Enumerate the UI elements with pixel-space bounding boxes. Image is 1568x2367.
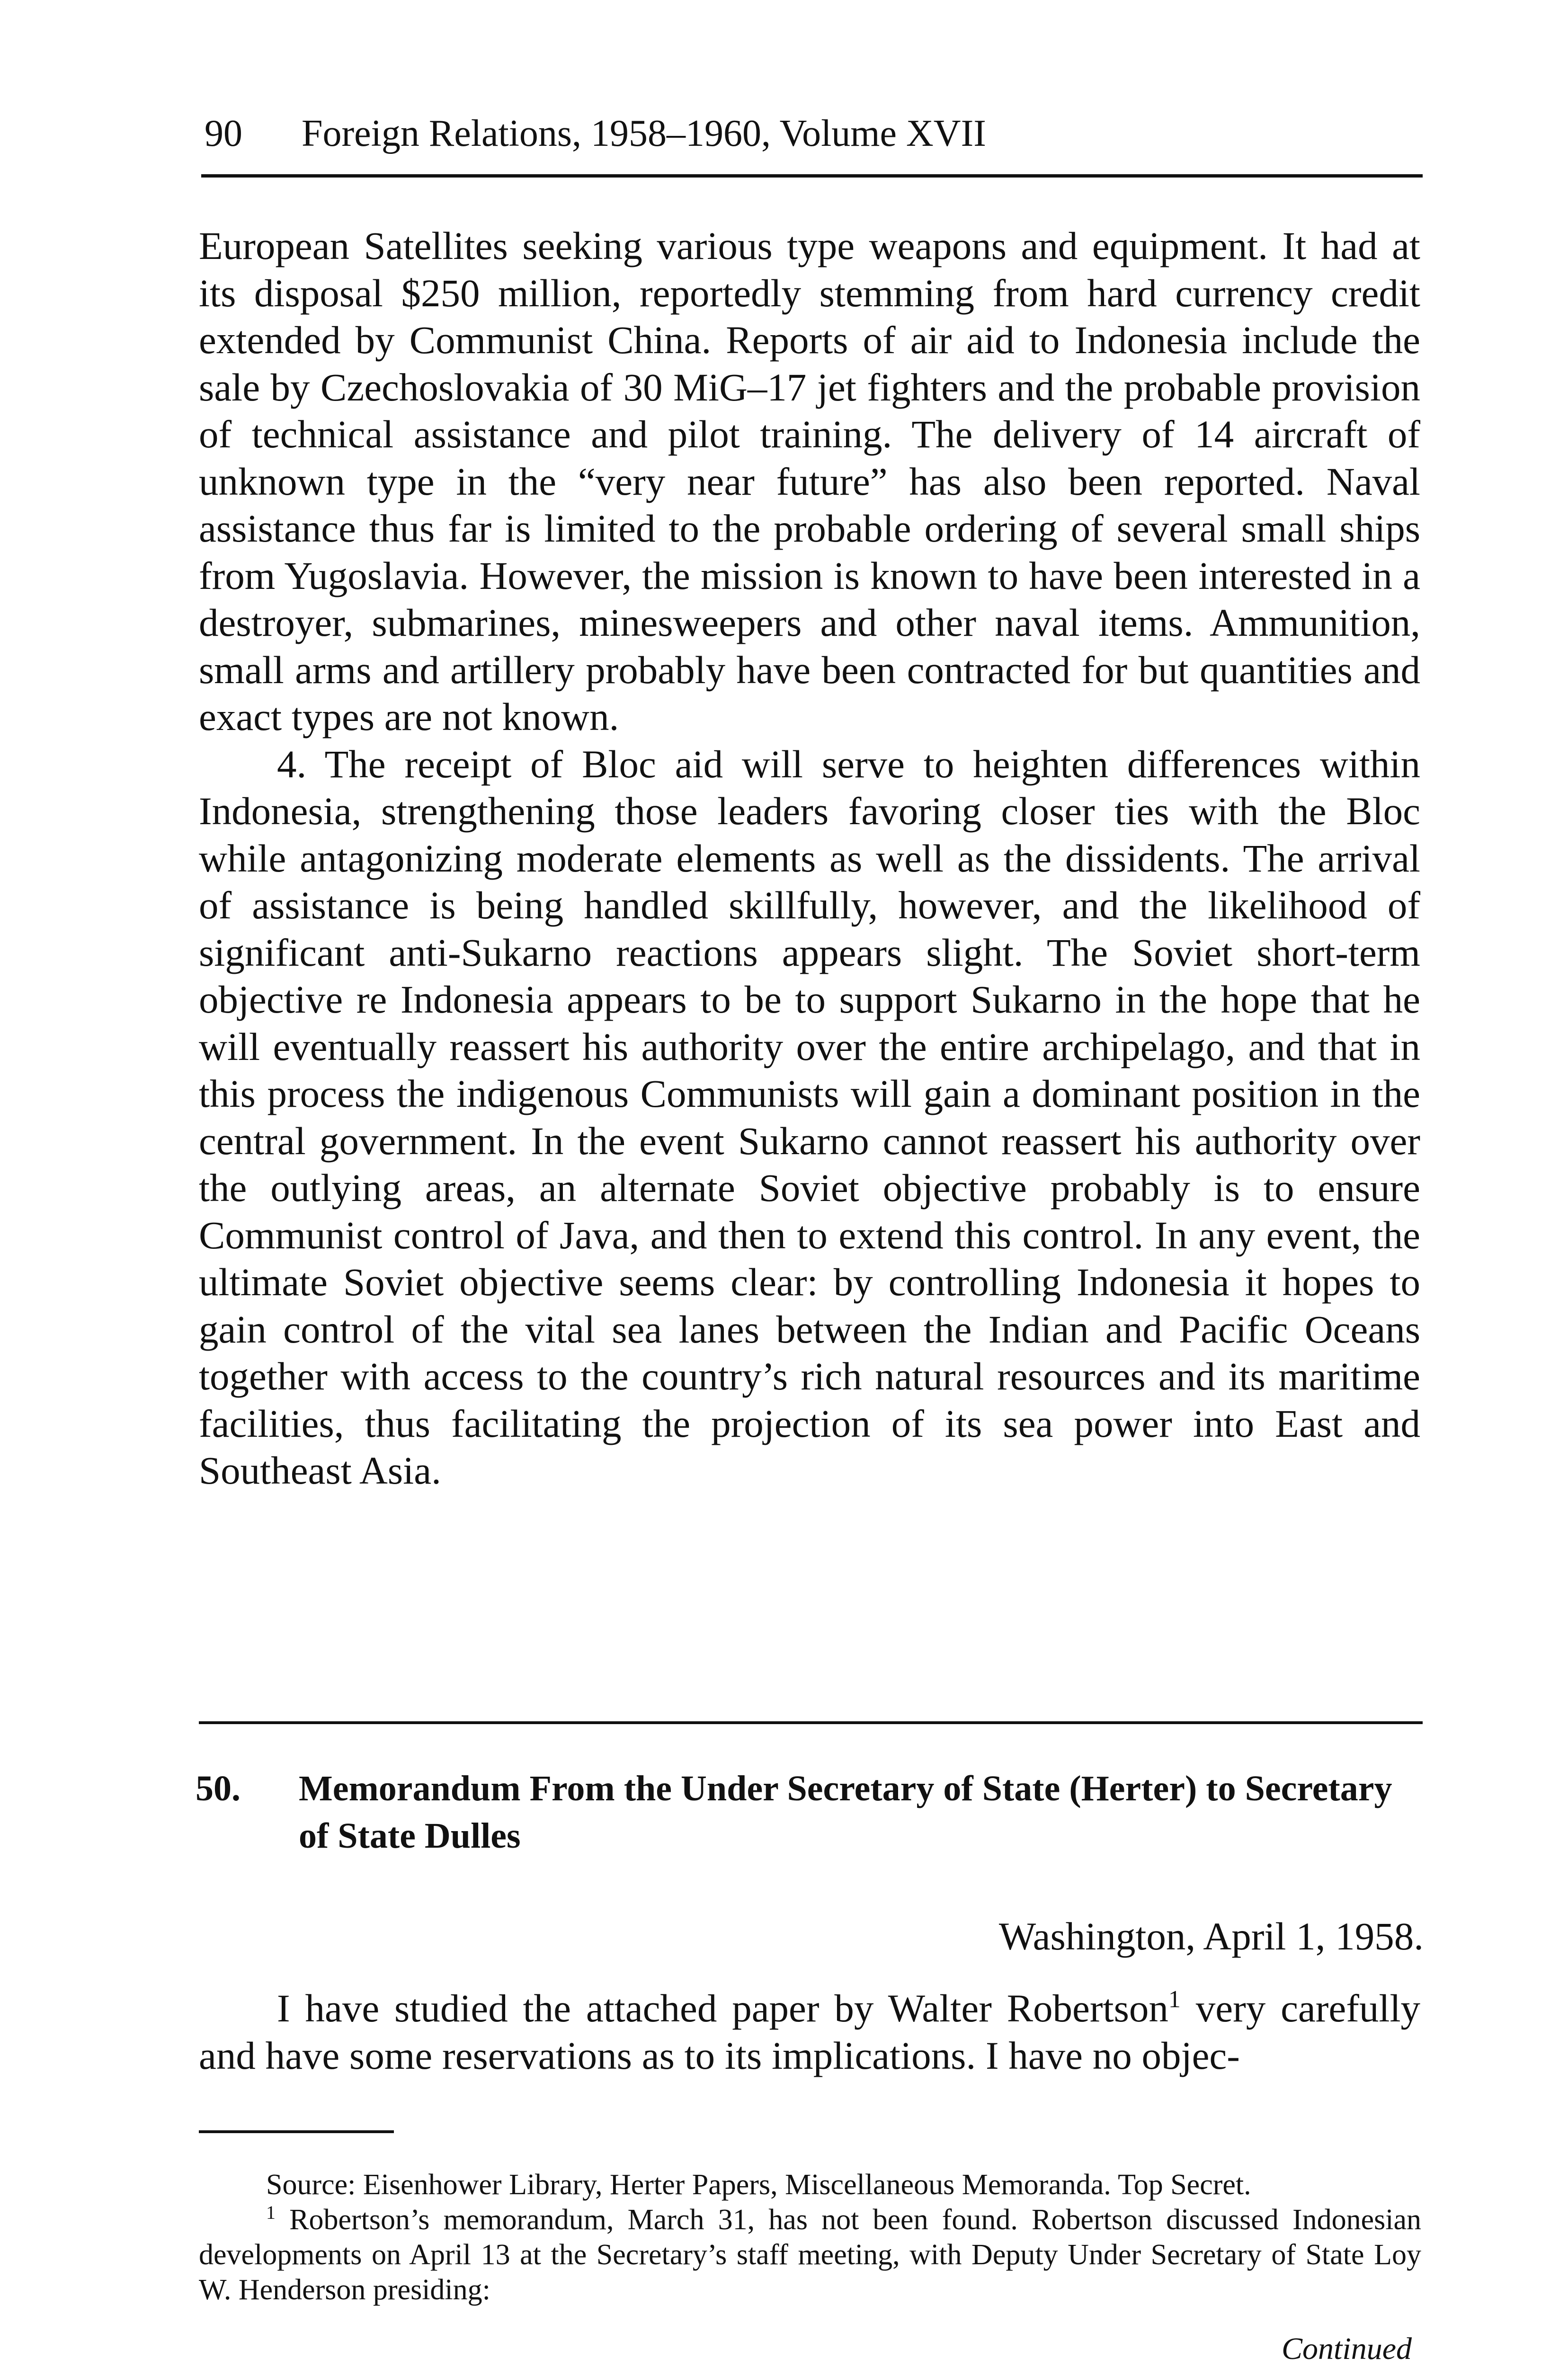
paragraph-4: 4. The receipt of Bloc aid will serve to heighten differences within Indonesia, strengthening those leaders favoring closer ties with the Bloc while antagonizing moderate elements as well as the dissidents. The arrival of assistance is being handled skillfully, however, and the likelihood of significant anti-Sukarno reactions appears slight. The Soviet short-term objective re Indonesia appears to be to support Sukarno in the hope that he will eventually reassert his authority over the entire archipelago, and that in this process the indigenous Communists will gain a dominant position in the central government. In the event Sukarno cannot reassert his authority over the outlying areas, an alternate Soviet objective probably is to ensure Communist control of Java, and then to extend this control. In any event, the ultimate Soviet objective seems clear: by controlling Indonesia it hopes to gain control of the vital sea lanes between the Indian and Pacific Oceans together with access to the country’s rich natural resources and its maritime facilities, thus facilitating the projection of its sea power into East and Southeast Asia. xyxy=(199,742,1420,1492)
dateline: Washington, April 1, 1958. xyxy=(998,1914,1424,1958)
footnote-rule xyxy=(199,2130,394,2133)
document-number: 50. xyxy=(196,1769,241,1808)
document-title: Memorandum From the Under Secretary of State (Herter) to Secretary of State Dulles xyxy=(299,1769,1392,1856)
continued-label: Continued xyxy=(1282,2331,1412,2366)
memo-text-end: very carefully and have some reservations as to its implications. I have no objec- xyxy=(199,1986,1420,2077)
document-separator-rule xyxy=(199,1721,1423,1724)
footnote-1-marker: 1 xyxy=(266,2202,276,2223)
memo-text-start: I have studied the attached paper by Walter Robertson xyxy=(277,1986,1168,2030)
footnote-1 xyxy=(199,2202,1421,2307)
page-number: 90 xyxy=(205,113,242,154)
source-note: Source: Eisenhower Library, Herter Papers, Miscellaneous Memoranda. Top Secret. xyxy=(266,2169,1251,2201)
continued-paragraph: European Satellites seeking various type weapons and equipment. It had at its disposal $250 million, reportedly stemming from hard currency credit extended by Communist China. Reports of air aid to Indonesia include the sale by Czechoslovakia of 30 MiG–17 jet fighters and the probable provision of technical assistance and pilot training. The delivery of 14 aircraft of unknown type in the “very near future” has also been reported. Naval assistance thus far is limited to the probable ordering of several small ships from Yugoslavia. However, the mission is known to have been interested in a destroyer, submarines, minesweepers and other naval items. Ammunition, small arms and artillery probably have been contracted for but quantities and exact types are not known. xyxy=(199,224,1420,739)
footnotes xyxy=(199,2167,1421,2307)
footnote-1-text: Robertson’s memorandum, March 31, has not been found. Robertson discussed Indonesian developments on April 13 at the Secretary’s staff meeting, with Deputy Under Secretary of State Loy W. Henderson presiding: xyxy=(199,2204,1421,2306)
previous-document-body xyxy=(199,222,1420,1495)
header-rule xyxy=(201,174,1423,178)
memo-paragraph xyxy=(199,1984,1420,2079)
volume-title: Foreign Relations, 1958–1960, Volume XVII xyxy=(302,113,986,154)
document-heading xyxy=(196,1765,1426,1860)
running-head xyxy=(205,110,1421,157)
footnote-reference: 1 xyxy=(1168,1986,1181,2013)
